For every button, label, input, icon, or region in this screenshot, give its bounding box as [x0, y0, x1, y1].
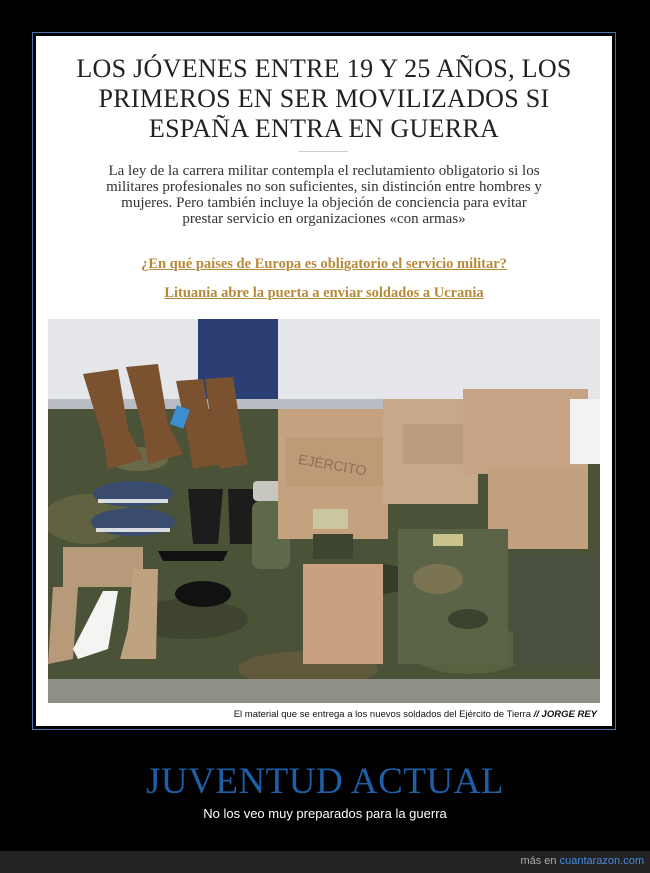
divider	[298, 151, 348, 152]
related-link-military-service[interactable]: ¿En qué países de Europa es obligatorio el servicio militar?	[141, 256, 507, 272]
footer-bar	[0, 851, 650, 873]
footer-credit	[520, 855, 644, 867]
photo-credit: // JORGE REY	[533, 709, 597, 720]
caption-text: El material que se entrega a los nuevos soldados del Ejército de Tierra	[233, 709, 531, 720]
photo-caption	[36, 709, 597, 720]
article-headline: LOS JÓVENES ENTRE 19 Y 25 AÑOS, LOS PRIMEROS EN SER MOVILIZADOS SI ESPAÑA ENTRA EN GUERRA	[76, 54, 572, 143]
post-title: JUVENTUD ACTUAL	[146, 761, 504, 802]
related-link-lithuania[interactable]: Lituania abre la puerta a enviar soldados a Ucrania	[164, 285, 484, 301]
article-frame	[32, 32, 616, 730]
towel-text: EJÉRCITO	[297, 450, 368, 479]
military-gear-photo	[48, 319, 600, 703]
article-card	[36, 36, 612, 726]
footer-site-link[interactable]: cuantarazon.com	[559, 855, 644, 867]
post-subtitle: No los veo muy preparados para la guerra	[203, 806, 447, 821]
footer-prefix: más en	[520, 855, 557, 867]
article-summary: La ley de la carrera militar contempla el reclutamiento obligatorio si los militares profesionales no son suficientes, sin distinción entre hombres y mujeres. Pero también incluye la objeción de conciencia para evitar prestar servicio en organizaciones «con armas»	[106, 163, 542, 227]
